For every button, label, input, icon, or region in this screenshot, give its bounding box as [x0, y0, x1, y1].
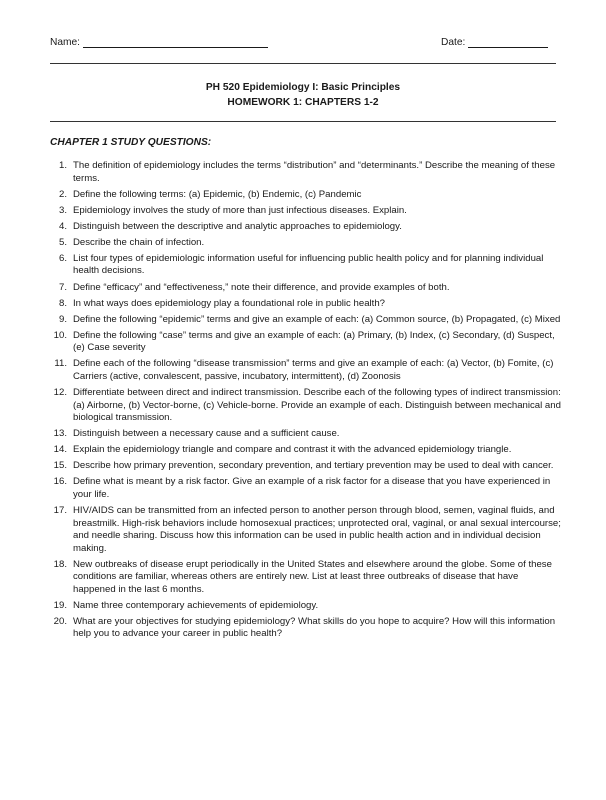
question-text: Differentiate between direct and indirect transmission. Describe each of the following types of indirect transmission: (a) Airborne, (b) Vector-borne, (c) Vehicle-borne. Provide an example of each. Distinguish between mechanical and biological transmission. — [73, 387, 561, 424]
question-number: 20. — [53, 615, 67, 627]
date-label: Date: — [441, 37, 466, 48]
question-number: 2. — [58, 188, 67, 200]
question-item — [50, 221, 562, 234]
question-number: 6. — [58, 252, 67, 264]
question-number: 13. — [53, 428, 67, 440]
question-item — [50, 330, 562, 355]
question-item — [50, 205, 562, 218]
question-number: 18. — [53, 558, 67, 570]
question-number: 12. — [53, 387, 67, 399]
question-number: 11. — [54, 358, 67, 370]
name-field — [50, 37, 268, 48]
top-divider — [50, 63, 556, 64]
question-text: Define the following “case” terms and give an example of each: (a) Primary, (b) Index, (c) Secondary, (d) Suspect, (e) Case severity — [73, 329, 555, 354]
question-number: 3. — [58, 204, 67, 216]
question-text: Describe the chain of infection. — [73, 236, 205, 248]
question-number: 10. — [53, 329, 67, 341]
question-text: Define each of the following “disease transmission” terms and give an example of each: (a) Vector, (b) Fomite, (c) Carriers (active, convalescent, passive, incubatory, intermittent), (d) Zoonosis — [73, 358, 554, 382]
question-item — [50, 358, 562, 383]
question-text: Define the following “epidemic” terms and give an example of each: (a) Common source, (b) Propagated, (c) Mixed — [73, 313, 561, 325]
question-item — [50, 253, 562, 278]
question-text: Define “efficacy” and “effectiveness,” note their difference, and provide examples of both. — [73, 281, 450, 293]
question-number: 9. — [58, 313, 67, 325]
question-number: 5. — [58, 236, 67, 248]
section-heading: CHAPTER 1 STUDY QUESTIONS: — [50, 137, 212, 148]
question-text: HIV/AIDS can be transmitted from an infected person to another person through blood, semen, vaginal fluids, and breastmilk. High-risk behaviors include homosexual practices; unprotected oral, vaginal, or anal sexual intercourse; and needle sharing. Discuss how this information can be used in public health action and in individual decision making. — [73, 505, 561, 554]
question-text: Name three contemporary achievements of epidemiology. — [73, 599, 319, 611]
question-item — [50, 505, 562, 555]
question-item — [50, 314, 562, 327]
question-item — [50, 600, 562, 613]
question-item — [50, 428, 562, 441]
question-text: Explain the epidemiology triangle and compare and contrast it with the advanced epidemiology triangle. — [73, 444, 512, 456]
question-text: The definition of epidemiology includes the terms “distribution” and “determinants.” Describe the meaning of these terms. — [73, 160, 556, 184]
question-item — [50, 189, 562, 202]
question-text: Distinguish between the descriptive and analytic approaches to epidemiology. — [73, 220, 402, 232]
date-field — [441, 37, 548, 48]
question-number: 4. — [58, 220, 67, 232]
question-list — [50, 160, 562, 644]
name-blank[interactable] — [83, 37, 268, 48]
question-item — [50, 282, 562, 295]
question-text: List four types of epidemiologic information useful for influencing public health policy and for planning individual health decisions. — [73, 252, 544, 277]
question-number: 8. — [58, 297, 67, 309]
question-text: What are your objectives for studying epidemiology? What skills do you hope to acquire? How will this information help you to advance your career in public health? — [73, 615, 556, 640]
question-text: New outbreaks of disease erupt periodically in the United States and elsewhere around the globe. Some of these conditions are familiar, whereas others are entirely new. List at least three outbreaks of disease that have happened in the last 6 months. — [73, 558, 552, 595]
question-item — [50, 387, 562, 425]
question-number: 14. — [53, 444, 67, 456]
question-item — [50, 616, 562, 641]
homework-title: HOMEWORK 1: CHAPTERS 1-2 — [227, 97, 379, 108]
question-number: 17. — [53, 505, 67, 516]
question-number: 7. — [58, 281, 67, 293]
question-item — [50, 444, 562, 457]
question-text: Define what is meant by a risk factor. Give an example of a risk factor for a disease that you have experienced in your life. — [73, 476, 551, 500]
question-text: Epidemiology involves the study of more than just infectious diseases. Explain. — [73, 204, 407, 216]
question-number: 15. — [53, 460, 67, 472]
question-item — [50, 237, 562, 250]
name-label: Name: — [50, 37, 81, 48]
question-item — [50, 476, 562, 501]
question-item — [50, 298, 562, 311]
question-number: 16. — [53, 476, 67, 488]
question-number: 1. — [58, 160, 67, 171]
date-blank[interactable] — [468, 37, 548, 48]
question-text: Describe how primary prevention, secondary prevention, and tertiary prevention may be used to deal with cancer. — [73, 460, 554, 472]
course-title: PH 520 Epidemiology I: Basic Principles — [205, 82, 401, 93]
question-item — [50, 559, 562, 597]
question-text: Define the following terms: (a) Epidemic, (b) Endemic, (c) Pandemic — [73, 188, 362, 200]
title-divider — [50, 121, 556, 122]
question-text: Distinguish between a necessary cause and a sufficient cause. — [73, 428, 340, 440]
question-item — [50, 460, 562, 473]
question-text: In what ways does epidemiology play a foundational role in public health? — [73, 297, 385, 309]
question-item — [50, 160, 562, 185]
question-number: 19. — [53, 599, 67, 611]
